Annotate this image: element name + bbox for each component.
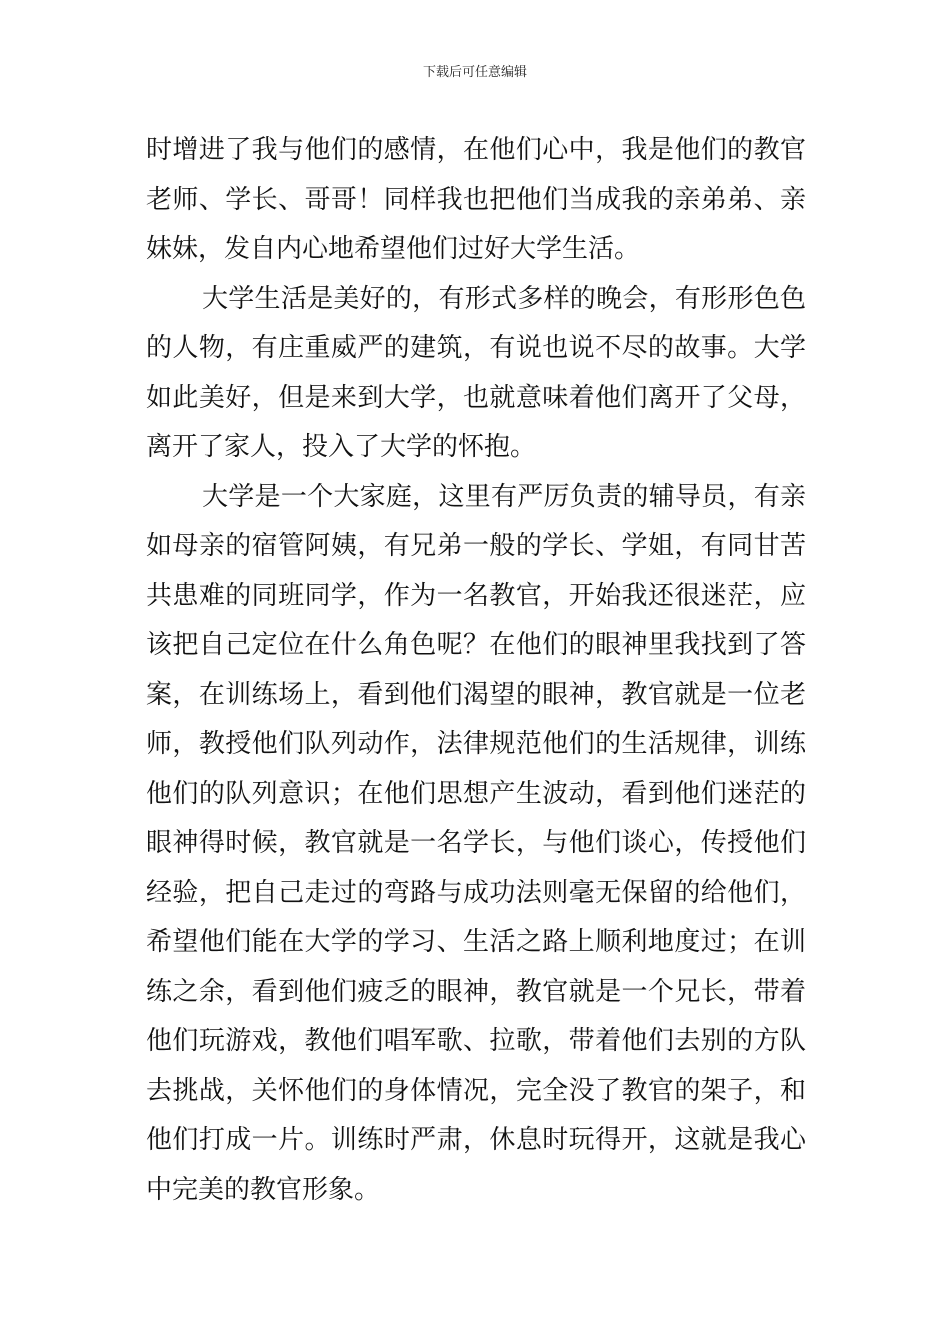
text-line: 练之余，看到他们疲乏的眼神，教官就是一个兄长，带着: [146, 976, 806, 1007]
text-line: 老师、学长、哥哥！同样我也把他们当成我的亲弟弟、亲: [146, 184, 806, 215]
text-line: 的人物，有庄重威严的建筑，有说也说不尽的故事。大学: [146, 333, 806, 363]
text-line: 如此美好，但是来到大学，也就意味着他们离开了父母，: [146, 382, 806, 413]
text-line: 共患难的同班同学，作为一名教官，开始我还很迷茫，应: [146, 580, 806, 611]
text-line: 希望他们能在大学的学习、生活之路上顺利地度过；在训: [146, 927, 806, 957]
text-line: 妹妹，发自内心地希望他们过好大学生活。: [146, 234, 641, 264]
text-line: 经验，把自己走过的弯路与成功法则毫无保留的给他们，: [146, 877, 806, 908]
page-header: 下载后可任意编辑: [422, 65, 527, 80]
text-line: 眼神得时候，教官就是一名学长，与他们谈心，传授他们: [146, 828, 806, 858]
text-line: 如母亲的宿管阿姨，有兄弟一般的学长、学姐，有同甘苦: [146, 531, 806, 561]
text-line: 离开了家人，投入了大学的怀抱。: [146, 432, 537, 462]
text-line: 大学生活是美好的，有形式多样的晚会，有形形色色: [202, 283, 806, 314]
text-line: 时增进了我与他们的感情，在他们心中，我是他们的教官: [146, 135, 806, 165]
text-line: 大学是一个大家庭，这里有严厉负责的辅导员，有亲: [202, 481, 806, 512]
text-line: 师，教授他们队列动作，法律规范他们的生活规律，训练: [146, 729, 806, 759]
text-line: 案，在训练场上，看到他们渴望的眼神，教官就是一位老: [146, 679, 806, 710]
text-line: 去挑战，关怀他们的身体情况，完全没了教官的架子，和: [146, 1075, 806, 1106]
text-line: 中完美的教官形象。: [146, 1174, 381, 1205]
text-line: 他们的队列意识；在他们思想产生波动，看到他们迷茫的: [146, 778, 806, 809]
text-line: 他们打成一片。训练时严肃，休息时玩得开，这就是我心: [146, 1125, 806, 1155]
document-body: [146, 126, 806, 1215]
text-line: 该把自己定位在什么角色呢？在他们的眼神里我找到了答: [146, 630, 806, 660]
text-line: 他们玩游戏，教他们唱军歌、拉歌，带着他们去别的方队: [146, 1026, 806, 1056]
